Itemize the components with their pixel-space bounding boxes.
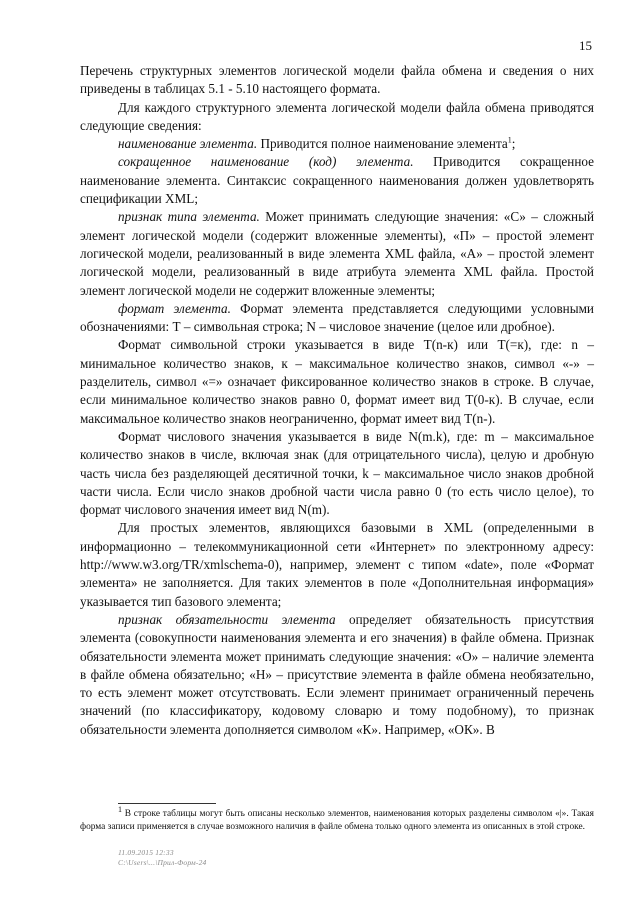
paragraph-element-name xyxy=(80,135,594,153)
paragraph-number-format: Формат числового значения указывается в виде N(m.k), где: m – максимальное количество знаков в числе, включая знак (для отрицательного числа), целую и дробную часть числа без разделяющей десятичной точки, k – максимальное число знаков дробной части числа. Если число знаков дробной части числа равно 0 (то есть число целое), то формат числового значения имеет вид N(m). xyxy=(80,428,594,518)
footnote-number: 1 xyxy=(118,804,122,814)
paragraph-short-name xyxy=(80,153,594,208)
term-element-format: формат элемента. xyxy=(118,300,231,316)
paragraph-required-flag xyxy=(80,611,594,739)
paragraph-string-format: Формат символьной строки указывается в виде Т(n-к) или Т(=к), где: n – минимальное количество знаков, к – максимальное количество знаков, символ «-» – разделитель, символ «=» означает фиксированное количество знаков в строке. В случае, если минимальное количество знаков равно 0, формат имеет вид Т(0-к). В случае, если максимальное количество знаков неограниченно, формат имеет вид Т(n-). xyxy=(80,337,594,426)
element-name-end: ; xyxy=(511,136,516,152)
paragraph-intro: Перечень структурных элементов логической модели файла обмена и сведения о них приведены в таблицах 5.1 - 5.10 настоящего формата. xyxy=(80,63,594,97)
short-name-description: Приводится сокращенное наименование элемента. Синтаксис сокращенного наименования должен удовлетворять спецификации XML; xyxy=(80,154,594,207)
print-stamp-path: C:\Users\...\Прил-Форм-24 xyxy=(118,858,207,867)
term-element-type: признак типа элемента. xyxy=(118,209,260,225)
footnote-text xyxy=(80,804,594,834)
required-flag-description: определяет обязательность присутствия элемента (совокупности наименования элемента и его значения) в файле обмена. Признак обязательности элемента может принимать следующие значения: «О» – наличие элемента в файле обмена обязательно; «Н» – присутствие элемента в файле обмена необязательно, то есть элемент может отсутствовать. Если элемент принимает ограниченный перечень значений (по классификатору, кодовому словарю и тому подобному), то признак обязательности элемента дополняется символом «К». Например, «ОК». В xyxy=(80,611,594,737)
page-number: 15 xyxy=(579,38,592,53)
element-format-description: Формат элемента представляется следующими условными обозначениями: Т – символьная строка; N – числовое значение (целое или дробное). xyxy=(80,300,594,335)
print-stamp-date: 11.09.2015 12:33 xyxy=(118,848,174,857)
paragraph-element-format xyxy=(80,300,594,337)
element-type-description: Может принимать следующие значения: «С» – сложный элемент логической модели (содержит вложенные элементы), «П» – простой элемент логической модели, реализованный в виде элемента XML файла, «А» – простой элемент логической модели, реализованный в виде атрибута элемента XML файла. Простой элемент логической модели не содержит вложенные элементы; xyxy=(80,209,595,298)
footnote xyxy=(80,804,594,834)
term-element-name: наименование элемента. xyxy=(118,136,258,152)
footnote-divider xyxy=(118,803,216,804)
element-name-description: Приводится полное наименование элемента xyxy=(257,136,508,152)
paragraph-base-elements: Для простых элементов, являющихся базовыми в XML (определенными в информационно – телекоммуникационной сети «Интернет» по электронному адресу: http://www.w3.org/TR/xmlschema-0), например, элемент с типом «date», поле «Формат элемента» не заполняется. Для таких элементов в поле «Дополнительная информация» указывается тип базового элемента; xyxy=(80,520,594,609)
document-body xyxy=(80,62,594,739)
footnote-reference: 1 xyxy=(507,135,512,145)
paragraph-element-type xyxy=(80,208,594,299)
footnote-body: В строке таблицы могут быть описаны несколько элементов, наименования которых разделены символом «|». Такая форма записи применяется в случае возможного наличия в файле обмена только одного элемента из описанных в этой строке. xyxy=(80,809,594,832)
term-required-flag: признак обязательности элемента xyxy=(118,611,336,627)
paragraph-list-intro: Для каждого структурного элемента логической модели файла обмена приводятся следующие сведения: xyxy=(80,99,594,133)
term-short-name: сокращенное наименование (код) элемента. xyxy=(118,154,414,170)
